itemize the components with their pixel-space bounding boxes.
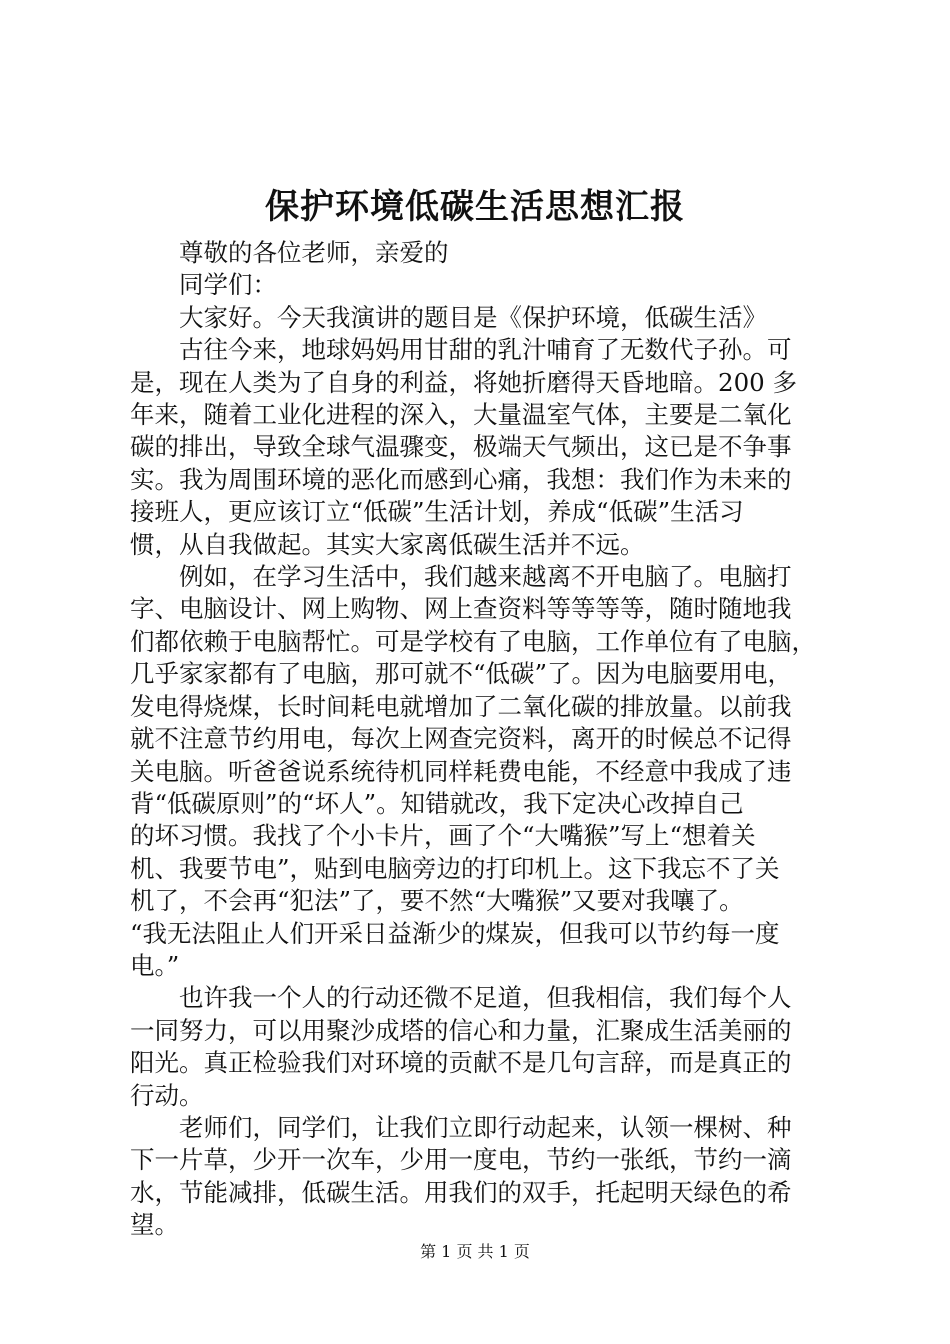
text-line: 大家好。今天我演讲的题目是《保护环境，低碳生活》 [179,302,767,332]
text-line: 机了，不会再“犯法”了，要不然“大嘴猴”又要对我嚷了。 [130,886,744,916]
text-line: 同学们： [179,270,277,300]
text-line: 电。” [130,950,180,980]
text-line: 行动。 [130,1080,204,1110]
text-line: 接班人，更应该订立“低碳”生活计划，养成“低碳”生活习 [130,497,744,527]
text-line: 一同努力，可以用聚沙成塔的信心和力量，汇聚成生活美丽的 [130,1015,792,1045]
text-line: 下一片草，少开一次车，少用一度电，节约一张纸，节约一滴 [130,1145,792,1175]
text-line: 几乎家家都有了电脑，那可就不“低碳”了。因为电脑要用电， [130,659,793,689]
text-line: 们都依赖于电脑帮忙。可是学校有了电脑，工作单位有了电脑， [130,626,816,656]
text-line: 尊敬的各位老师，亲爱的 [179,238,449,267]
page-number-footer: 第 1 页 共 1 页 [420,1242,530,1261]
text-line: 惯，从自我做起。其实大家离低碳生活并不远。 [130,529,645,559]
text-line: 老师们，同学们，让我们立即行动起来，认领一棵树、种 [179,1112,792,1142]
text-line: 机、我要节电”，贴到电脑旁边的打印机上。这下我忘不了关 [130,853,780,883]
document-body [130,237,835,1242]
text-line: 古往今来，地球妈妈用甘甜的乳汁哺育了无数代子孙。可 [179,335,792,365]
text-line: 发电得烧煤，长时间耗电就增加了二氧化碳的排放量。以前我 [130,691,792,721]
text-line: 水，节能减排，低碳生活。用我们的双手，托起明天绿色的希 [130,1177,792,1207]
document-title: 保护环境低碳生活思想汇报 [265,187,685,227]
text-line: 例如，在学习生活中，我们越来越离不开电脑了。电脑打 [179,562,792,592]
text-line: 望。 [130,1210,179,1240]
text-line: 字、电脑设计、网上购物、网上查资料等等等等，随时随地我 [130,594,792,624]
text-line: 的坏习惯。我找了个小卡片，画了个“大嘴猴”写上“想着关 [130,821,756,851]
text-line: 是，现在人类为了自身的利益，将她折磨得天昏地暗。200 多 [130,367,798,397]
text-line: 碳的排出，导致全球气温骤变，极端天气频出，这已是不争事 [130,432,792,462]
text-line: 阳光。真正检验我们对环境的贡献不是几句言辞，而是真正的 [130,1048,792,1078]
text-line: 关电脑。听爸爸说系统待机同样耗费电能，不经意中我成了违 [130,756,792,786]
text-line: 就不注意节约用电，每次上网查完资料，离开的时候总不记得 [130,724,792,754]
text-line: 实。我为周围环境的恶化而感到心痛，我想：我们作为未来的 [130,464,792,494]
text-line: “我无法阻止人们开采日益渐少的煤炭，但我可以节约每一度 [130,918,780,948]
text-line: 也许我一个人的行动还微不足道，但我相信，我们每个人 [179,983,792,1013]
text-line: 年来，随着工业化进程的深入，大量温室气体，主要是二氧化 [130,400,792,430]
text-line: 背“低碳原则”的“坏人”。知错就改，我下定决心改掉自己 [130,788,744,818]
